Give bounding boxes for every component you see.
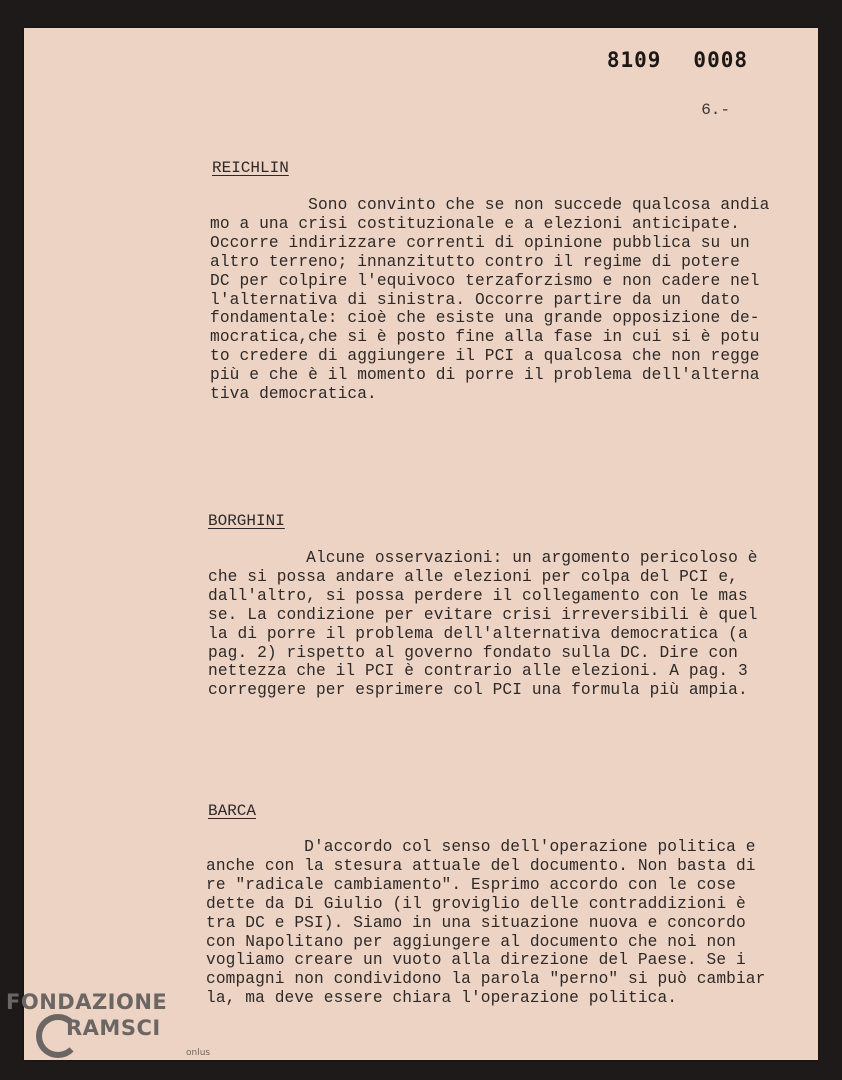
watermark-line1: FONDAZIONE <box>6 990 168 1014</box>
speaker-heading-reichlin: REICHLIN <box>212 159 289 177</box>
watermark-line2: RAMSCI <box>66 1016 161 1040</box>
watermark-onlus: onlus <box>186 1048 211 1058</box>
paragraph-barca: D'accordo col senso dell'operazione politica e anche con la stesura attuale del documento. Non basta di re "radicale cambiamento". Esprimo accordo con le cose dette da Di Giulio (il groviglio delle contraddizioni è tra DC e PSI). Siamo in una situazione nuova e concordo con Napolitano per aggiungere al documento che noi non vogliamo creare un vuoto alla direzione del Paese. Se i compagni non condividono la parola "perno" si può cambiar la, ma deve essere chiara l'operazione politica. <box>206 838 766 1008</box>
speaker-heading-barca: BARCA <box>208 802 257 820</box>
gramsci-g-logo-icon <box>36 1014 80 1058</box>
page-number: 6.- <box>701 101 730 119</box>
archive-code-a: 8109 <box>606 48 662 72</box>
paragraph-borghini: Alcune osservazioni: un argomento pericoloso è che si possa andare alle elezioni per colpa del PCI e, dall'altro, si possa perdere il collegamento con le mas se. La condizione per evitare crisi irreversibili è quel la di porre il problema dell'alternativa democratica (a pag. 2) rispetto al governo fondato sulla DC. Dire con nettezza che il PCI è contrario alle elezioni. A pag. 3 correggere per esprimere col PCI una formula più ampia. <box>208 549 758 700</box>
speaker-heading-borghini: BORGHINI <box>208 512 285 530</box>
archive-code-b: 0008 <box>693 48 748 72</box>
document-page <box>24 28 818 1060</box>
archive-code <box>607 48 748 72</box>
fondazione-gramsci-watermark <box>6 990 211 1058</box>
paragraph-reichlin: Sono convinto che se non succede qualcosa andia mo a una crisi costituzionale e a elezioni anticipate. Occorre indirizzare correnti di opinione pubblica su un altro terreno; innanzitutto contro il regime di potere DC per colpire l'equivoco terzaforzismo e non cadere nel l'alternativa di sinistra. Occorre partire da un dato fondamentale: cioè che esiste una grande opposizione de- mocratica,che si è posto fine alla fase in cui si è potu to credere di aggiungere il PCI a qualcosa che non regge più e che è il momento di porre il problema dell'alterna tiva democratica. <box>210 196 770 404</box>
